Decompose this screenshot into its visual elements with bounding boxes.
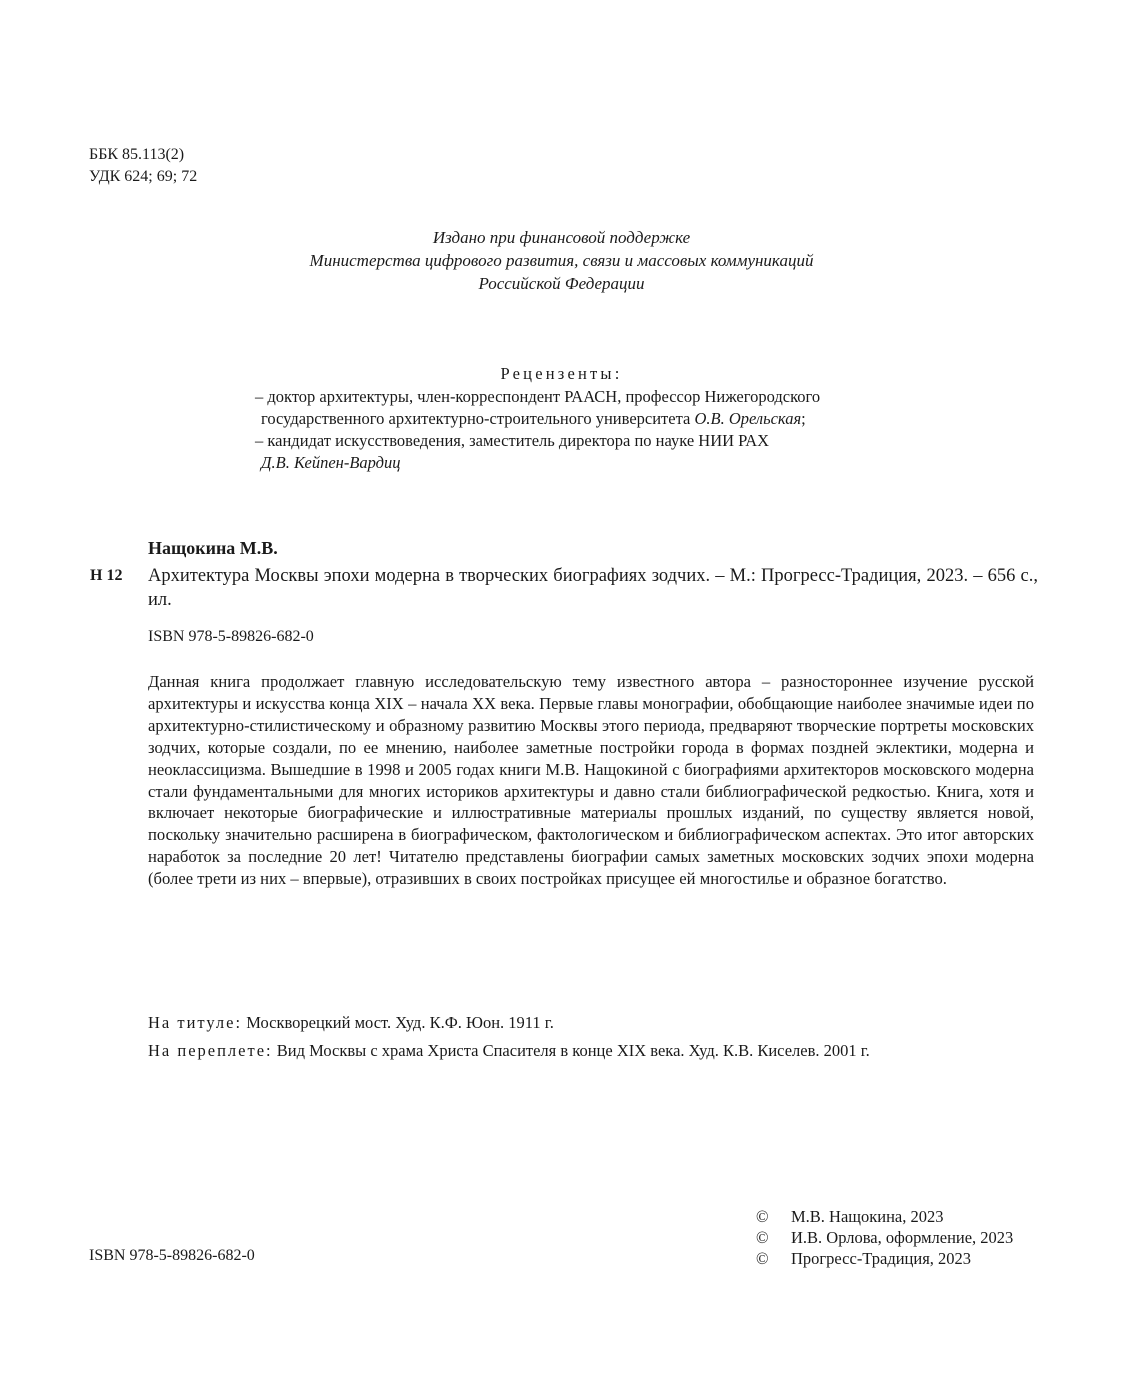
title-illustration-label: На титуле:: [148, 1013, 243, 1032]
catalog-author-code: Н 12: [90, 567, 123, 584]
copyright-symbol: ©: [756, 1207, 769, 1226]
reviewer-1-line-2: [255, 408, 820, 430]
bibliographic-description: Архитектура Москвы эпохи модерна в творческих биографиях зодчих. – М.: Прогресс-Традиция, 2023. – 656 с., ил.: [148, 566, 1038, 610]
copyright-text: М.В. Нащокина, 2023: [791, 1207, 944, 1226]
footer-isbn: ISBN 978-5-89826-682-0: [89, 1247, 255, 1264]
catalog-author: Нащокина М.В.: [148, 538, 278, 558]
udk-code: УДК 624; 69; 72: [89, 168, 198, 185]
funding-line-2: Министерства цифрового развития, связи и массовых коммуникаций: [309, 251, 814, 270]
classification-codes: [89, 144, 197, 188]
title-illustration-note: [148, 1013, 554, 1033]
binding-illustration-note: [148, 1041, 870, 1061]
funding-line-1: Издано при финансовой поддержке: [432, 228, 691, 247]
copyright-text: Прогресс-Традиция, 2023: [791, 1249, 972, 1268]
bbk-code: ББК 85.113(2): [89, 146, 185, 163]
reviewer-1-affiliation: государственного архитектурно-строительного университета: [261, 409, 695, 428]
catalog-isbn: ISBN 978-5-89826-682-0: [148, 628, 314, 645]
funding-notice: [0, 226, 1123, 295]
copyright-line: [756, 1248, 1013, 1269]
copyright-line: [756, 1206, 1013, 1227]
reviewer-2-name: Д.В. Кейпен-Вардиц: [261, 453, 401, 472]
reviewer-1-end: ;: [801, 409, 806, 428]
copyright-line: [756, 1227, 1013, 1248]
binding-illustration-text: Вид Москвы с храма Христа Спасителя в конце XIX века. Худ. К.В. Киселев. 2001 г.: [272, 1041, 870, 1060]
funding-line-3: Российской Федерации: [478, 274, 645, 293]
copyright-text: И.В. Орлова, оформление, 2023: [791, 1228, 1014, 1247]
reviewer-1-line-1: – доктор архитектуры, член-корреспондент РААСН, профессор Нижегородского: [255, 387, 821, 406]
copyright-symbol: ©: [756, 1228, 769, 1247]
copyright-symbol: ©: [756, 1249, 769, 1268]
reviewer-2-line-2: [255, 452, 820, 474]
annotation-paragraph: Данная книга продолжает главную исследовательскую тему известного автора – разностороннее изучение русской архитектуры и искусства конца XIX – начала XX века. Первые главы монографии, обобщающие наиболее значимые идеи по архитектурно-стилистическому и образному развитию Москвы этого периода, предваряют творческие портреты московских зодчих, которые создали, по ее мнению, наиболее заметные постройки города в формах поздней эклектики, модерна и неоклассицизма. Вышедшие в 1998 и 2005 годах книги М.В. Нащокиной с биографиями архитекторов московского модерна стали фундаментальными для многих историков архитектуры и давно стали библиографической редкостью. Книга, хотя и включает некоторые биографические и иллюстративные материалы прошлых изданий, по существу является новой, поскольку значительно расширена в биографическом, фактологическом и библиографическом аспектах. Это итог авторских наработок за последние 20 лет! Читателю представлены биографии самых заметных московских зодчих эпохи модерна (более трети из них – впервые), отразивших в своих постройках присущее ей многостилье и образное богатство.: [148, 672, 1034, 889]
reviewers-list: [255, 386, 820, 474]
binding-illustration-label: На переплете:: [148, 1041, 273, 1060]
title-illustration-text: Москворецкий мост. Худ. К.Ф. Юон. 1911 г.: [242, 1013, 554, 1032]
reviewers-heading: Рецензенты:: [500, 364, 623, 383]
reviewer-2-line-1: – кандидат искусствоведения, заместитель директора по науке НИИ РАХ: [255, 431, 770, 450]
reviewer-1-name: О.В. Орельская: [694, 409, 802, 428]
copyright-block: [756, 1206, 1013, 1269]
